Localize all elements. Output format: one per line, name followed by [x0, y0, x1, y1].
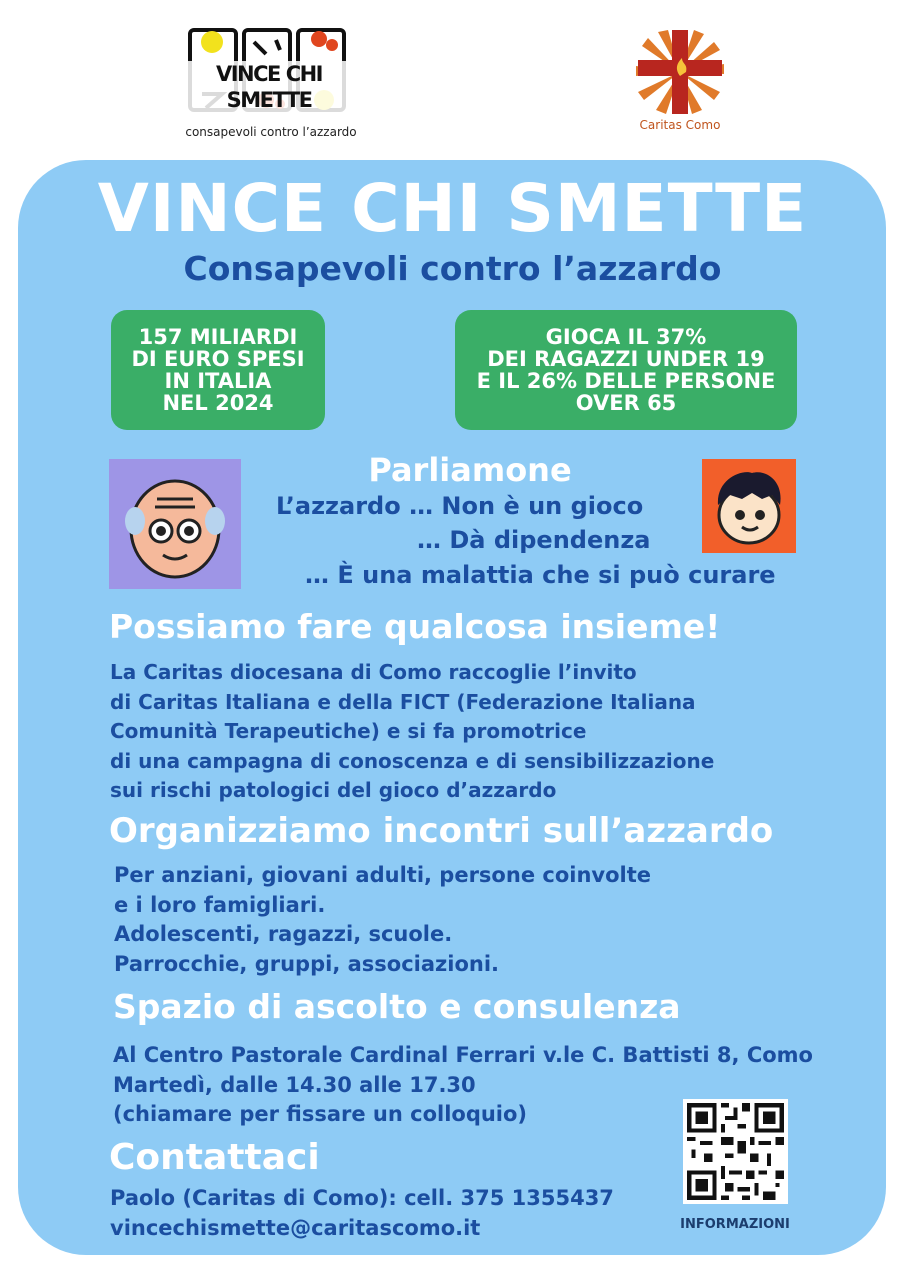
paragraph-line: sui rischi patologici del gioco d’azzardo	[110, 778, 557, 802]
paragraph-line: Per anziani, giovani adulti, persone coinvolte	[114, 863, 651, 887]
stat-box-spending	[111, 310, 325, 430]
elderly-face-icon	[109, 459, 241, 589]
young-boy-avatar	[702, 459, 796, 553]
boy-face-icon	[702, 459, 796, 553]
paragraph-line: Martedì, dalle 14.30 alle 17.30	[113, 1072, 476, 1097]
organizziamo-heading: Organizziamo incontri sull’azzardo	[109, 811, 774, 851]
contact-phone[interactable]: Paolo (Caritas di Como): cell. 375 1355437	[110, 1186, 614, 1210]
paragraph-line: Al Centro Pastorale Cardinal Ferrari v.le C. Battisti 8, Como	[113, 1043, 813, 1067]
elderly-man-avatar	[109, 459, 241, 589]
qr-code-icon	[683, 1099, 788, 1204]
vince-chi-smette-logo	[170, 28, 365, 146]
stat-left-line: IN ITALIA	[164, 369, 272, 393]
organizziamo-paragraph	[114, 861, 651, 979]
contattaci-heading: Contattaci	[109, 1137, 320, 1178]
parliamone-line: … È una malattia che si può curare	[305, 561, 776, 589]
contattaci-paragraph	[110, 1184, 614, 1243]
stat-right-line: GIOCA IL 37%	[545, 325, 707, 349]
paragraph-line: e i loro famigliari.	[114, 892, 326, 917]
parliamone-line: L’azzardo … Non è un gioco	[276, 492, 644, 520]
caritas-como-logo	[628, 28, 738, 138]
paragraph-line: La Caritas diocesana di Como raccoglie l’invito	[110, 660, 637, 684]
stat-left-line: DI EURO SPESI	[131, 347, 305, 371]
stat-right-line: OVER 65	[575, 391, 677, 415]
paragraph-line: di Caritas Italiana e della FICT (Federazione Italiana	[110, 689, 696, 714]
spazio-heading: Spazio di ascolto e consulenza	[113, 987, 681, 1026]
paragraph-line: di una campagna di conoscenza e di sensibilizzazione	[110, 748, 715, 773]
parliamone-heading: Parliamone	[368, 451, 572, 489]
stat-right-line: DEI RAGAZZI UNDER 19	[487, 347, 765, 371]
possiamo-paragraph	[110, 658, 714, 806]
page-title: VINCE CHI SMETTE	[97, 170, 808, 247]
qr-code-label: INFORMAZIONI	[680, 1217, 790, 1232]
page-subtitle: Consapevoli contro l’azzardo	[183, 249, 722, 288]
qr-code[interactable]	[683, 1099, 788, 1204]
vince-chi-smette-logo-wordmark: VINCE CHI SMETTE	[173, 61, 365, 113]
caritas-como-label: Caritas Como	[639, 118, 721, 132]
parliamone-line: … Dà dipendenza	[417, 526, 651, 554]
paragraph-line: Parrocchie, gruppi, associazioni.	[114, 951, 499, 976]
paragraph-line: Adolescenti, ragazzi, scuole.	[114, 922, 453, 946]
paragraph-line: Comunità Terapeutiche) e si fa promotrice	[110, 719, 587, 743]
contact-email-link[interactable]: vincechismette@caritascomo.it	[110, 1215, 481, 1240]
paragraph-line: (chiamare per fissare un colloquio)	[113, 1102, 528, 1126]
stat-box-players	[455, 310, 797, 430]
vince-chi-smette-logo-tagline: consapevoli contro l’azzardo	[185, 125, 357, 139]
stat-right-line: E IL 26% DELLE PERSONE	[476, 369, 776, 393]
caritas-cross-flame-icon	[628, 28, 732, 116]
stat-left-line: NEL 2024	[162, 391, 274, 415]
possiamo-heading: Possiamo fare qualcosa insieme!	[109, 607, 721, 646]
stat-left-line: 157 MILIARDI	[138, 325, 298, 349]
